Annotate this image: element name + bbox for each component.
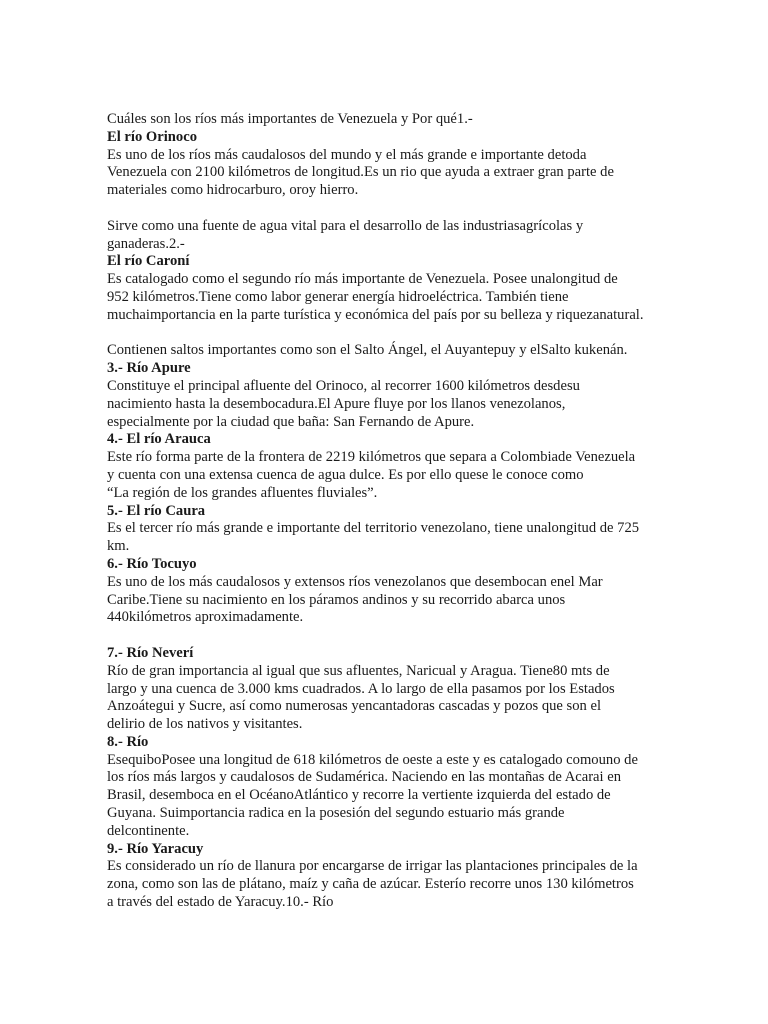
paragraph-line: Venezuela con 2100 kilómetros de longitud.Es un rio que ayuda a extraer gran parte de [107,164,614,181]
paragraph-line: Río de gran importancia al igual que sus afluentes, Naricual y Aragua. Tiene80 mts de [107,662,610,679]
section-heading-caura: 5.- El río Caura [107,502,206,519]
section-heading-apure: 3.- Río Apure [107,360,191,377]
section-heading-arauca: 4.- El río Arauca [107,431,211,448]
paragraph-line: 952 kilómetros.Tiene como labor generar energía hidroeléctrica. También tiene [107,288,569,305]
paragraph-spacer [107,325,659,343]
paragraph-line: Es considerado un río de llanura por encargarse de irrigar las plantaciones principales de la [107,858,638,875]
paragraph-line: “La región de los grandes afluentes fluviales”. [107,484,378,501]
paragraph-line: largo y una cuenca de 3.000 kms cuadrados. A lo largo de ella pasamos por los Estados [107,680,615,697]
paragraph-line: delcontinente. [107,822,190,839]
paragraph-line: EsequiboPosee una longitud de 618 kilómetros de oeste a este y es catalogado comouno de [107,751,638,768]
document-title-line: Cuáles son los ríos más importantes de Venezuela y Por qué1.- [107,111,473,127]
section-heading-caroni: El río Caroní [107,253,190,270]
paragraph-line: km. [107,538,130,555]
paragraph-line: a través del estado de Yaracuy.10.- Río [107,894,334,911]
section-heading-orinoco: El río Orinoco [107,128,197,145]
paragraph-line: Es el tercer río más grande e importante del territorio venezolano, tiene unalongitud de 725 [107,520,640,537]
paragraph-line: los ríos más largos y caudalosos de Sudamérica. Naciendo en las montañas de Acarai en [107,769,622,786]
paragraph-line: zona, como son las de plátano, maíz y caña de azúcar. Esterío recorre unos 130 kilómetros [107,876,634,893]
paragraph-line: Contienen saltos importantes como son el Salto Ángel, el Auyantepuy y elSalto kukenán. [107,342,628,359]
paragraph-line: especialmente por la ciudad que baña: San Fernando de Apure. [107,413,475,430]
paragraph-line: Sirve como una fuente de agua vital para el desarrollo de las industriasagrícolas y [107,217,584,234]
paragraph-line: Este río forma parte de la frontera de 2219 kilómetros que separa a Colombiade Venezuela [107,449,636,466]
paragraph-line: Anzoátegui y Sucre, así como numerosas yencantadoras cascadas y pozos que son el [107,698,601,715]
section-heading-tocuyo: 6.- Río Tocuyo [107,555,197,572]
paragraph-line: nacimiento hasta la desembocadura.El Apure fluye por los llanos venezolanos, [107,395,566,412]
paragraph-line: 440kilómetros aproximadamente. [107,609,304,626]
paragraph-line: Brasil, desemboca en el OcéanoAtlántico y recorre la vertiente izquierda del estado de [107,787,611,804]
paragraph-line: Constituye el principal afluente del Orinoco, al recorrer 1600 kilómetros desdesu [107,377,580,394]
section-heading-esequibo: 8.- Río [107,733,149,750]
document-page [107,111,659,912]
paragraph-line: materiales como hidrocarburo, oroy hierro. [107,182,359,199]
paragraph-line: Guyana. Suimportancia radica en la posesión del segundo estuario más grande [107,805,565,822]
paragraph-line: Es catalogado como el segundo río más importante de Venezuela. Posee unalongitud de [107,271,618,288]
paragraph-line: delirio de los nativos y visitantes. [107,716,303,733]
paragraph-line: ganaderas.2.- [107,235,185,252]
paragraph-spacer [107,200,659,218]
paragraph-line: Caribe.Tiene su nacimiento en los páramos andinos y su recorrido abarca unos [107,591,566,608]
paragraph-line: muchaimportancia en la parte turística y económica del país por su belleza y riquezanatural. [107,306,644,323]
paragraph-line: Es uno de los más caudalosos y extensos ríos venezolanos que desembocan enel Mar [107,573,603,590]
paragraph-spacer [107,627,659,645]
section-heading-yaracuy: 9.- Río Yaracuy [107,840,204,857]
section-heading-neveri: 7.- Río Neverí [107,644,194,661]
paragraph-line: Es uno de los ríos más caudalosos del mundo y el más grande e importante detoda [107,146,587,163]
paragraph-line: y cuenta con una extensa cuenca de agua dulce. Es por ello quese le conoce como [107,466,584,483]
